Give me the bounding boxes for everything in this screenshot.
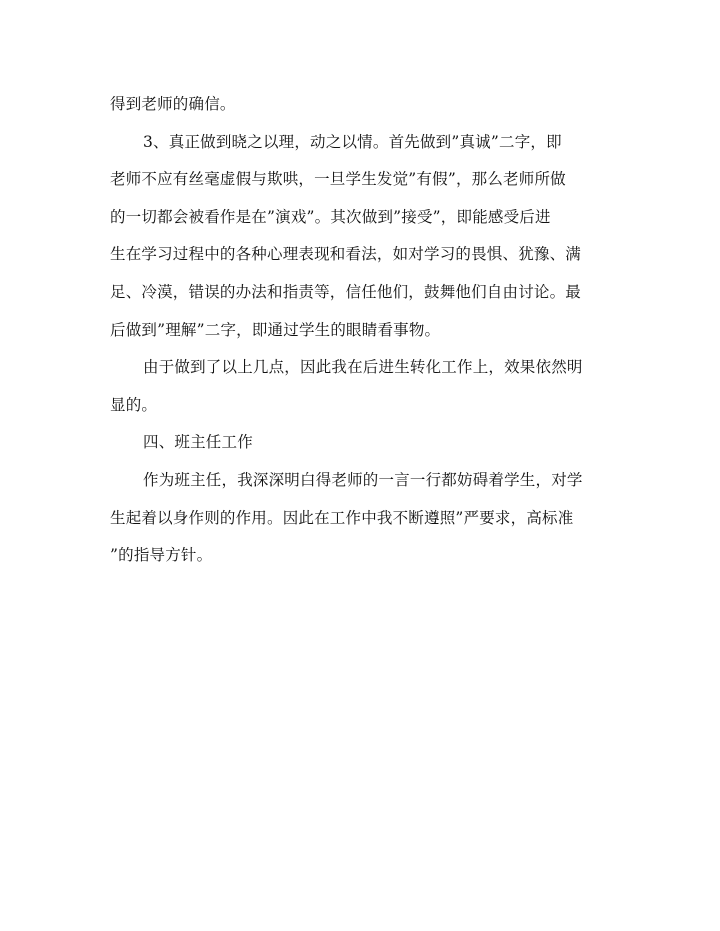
text-line: ”的指导方针。 [110,546,213,565]
text-line: 老师不应有丝毫虚假与欺哄，一旦学生发觉”有假”，那么老师所做 [110,170,566,189]
text-line: 显的。 [110,395,158,414]
text-line: 的一切都会被看作是在”演戏”。其次做到”接受”，即能感受后进 [110,207,551,226]
text-line: 得到老师的确信。 [110,95,236,113]
text-line: 作为班主任，我深深明白得老师的一言一行都妨碍着学生，对学 [143,470,583,489]
section-heading: 四、班主任工作 [143,433,253,452]
text-line: 后做到”理解”二字，即通过学生的眼睛看事物。 [110,320,441,339]
document-body [110,86,610,575]
text-line: 足、冷漠，错误的办法和指责等，信任他们，鼓舞他们自由讨论。最 [110,282,582,301]
text-line: 由于做到了以上几点，因此我在后进生转化工作上，效果依然明 [143,358,583,377]
text-line: 生在学习过程中的各种心理表现和看法，如对学习的畏惧、犹豫、满 [110,245,582,264]
text-line: 3、真正做到晓之以理，动之以情。首先做到”真诚”二字，即 [143,132,562,151]
text-line: 生起着以身作则的作用。因此在工作中我不断遵照”严要求，高标准 [110,508,574,527]
